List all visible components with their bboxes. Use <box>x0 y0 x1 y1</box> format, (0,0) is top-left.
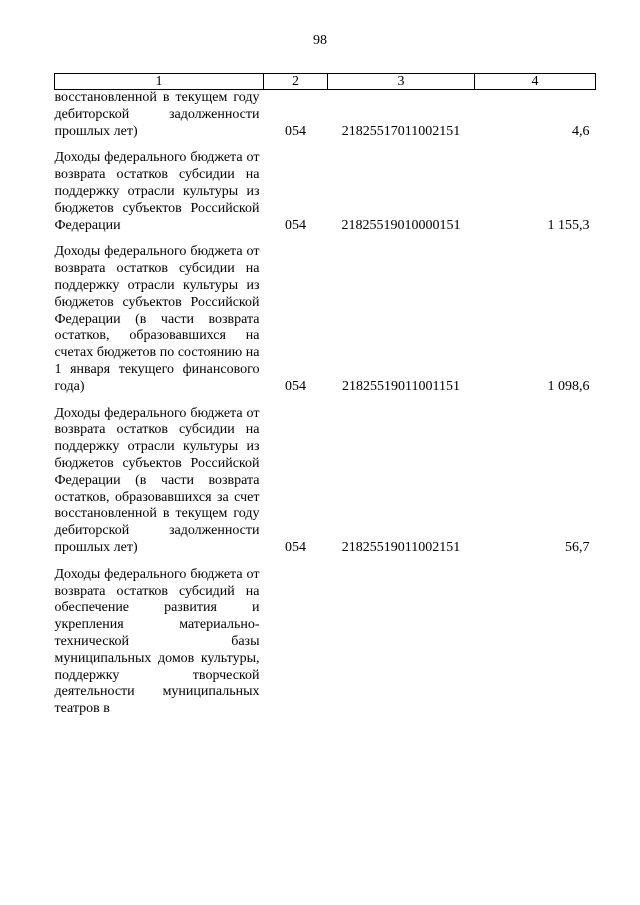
row-budget-code <box>328 567 475 718</box>
row-description: Доходы федерального бюджета от возврата остатков субсидии на поддержку отрасли культуры из бюджетов субъектов Российской Федерации (в части возврата остатков, образовавшихся на счетах бюджетов по состоянию на 1 января текущего финансового года) <box>54 244 260 394</box>
row-budget-code: 21825519011002151 <box>341 539 461 555</box>
table-row <box>55 90 596 141</box>
row-budget-code: 21825519010000151 <box>341 217 461 233</box>
table-row <box>55 244 596 395</box>
column-header-code: 3 <box>328 74 475 90</box>
page-number: 98 <box>313 33 327 48</box>
row-budget-code: 21825517011002151 <box>341 123 461 139</box>
row-budget-code: 21825519011001151 <box>342 378 460 394</box>
table-row <box>55 150 596 234</box>
row-amount <box>475 567 596 718</box>
row-admin-code <box>264 567 328 718</box>
table-row <box>55 406 596 557</box>
row-description: Доходы федерального бюджета от возврата остатков субсидий на обеспечение развития и укрепления материально-технической базы муниципальных домов культуры, поддержку творческой деятельности муниципальных театров в <box>54 566 260 717</box>
revenue-table <box>54 73 596 718</box>
row-amount: 1 155,3 <box>547 217 590 233</box>
row-description: Доходы федерального бюджета от возврата остатков субсидии на поддержку отрасли культуры из бюджетов субъектов Российской Федерации (в части возврата остатков, образовавшихся за счет восстановленной в текущем году дебиторской задолженности прошлых лет) <box>54 405 260 555</box>
column-header-amount: 4 <box>475 74 596 90</box>
row-description: восстановленной в текущем году дебиторской задолженности прошлых лет) <box>54 90 260 139</box>
row-description: Доходы федерального бюджета от возврата остатков субсидии на поддержку отрасли культуры из бюджетов субъектов Российской Федерации <box>54 150 260 233</box>
row-amount: 56,7 <box>565 539 590 555</box>
row-admin-code: 054 <box>285 378 306 394</box>
table-header-row <box>55 74 596 90</box>
column-header-description: 1 <box>55 74 264 90</box>
row-admin-code: 054 <box>285 539 306 555</box>
table-row <box>55 567 596 718</box>
row-admin-code: 054 <box>285 123 306 139</box>
column-header-admin: 2 <box>264 74 328 90</box>
row-admin-code: 054 <box>285 217 306 233</box>
row-amount: 4,6 <box>572 123 590 139</box>
row-amount: 1 098,6 <box>547 378 590 394</box>
